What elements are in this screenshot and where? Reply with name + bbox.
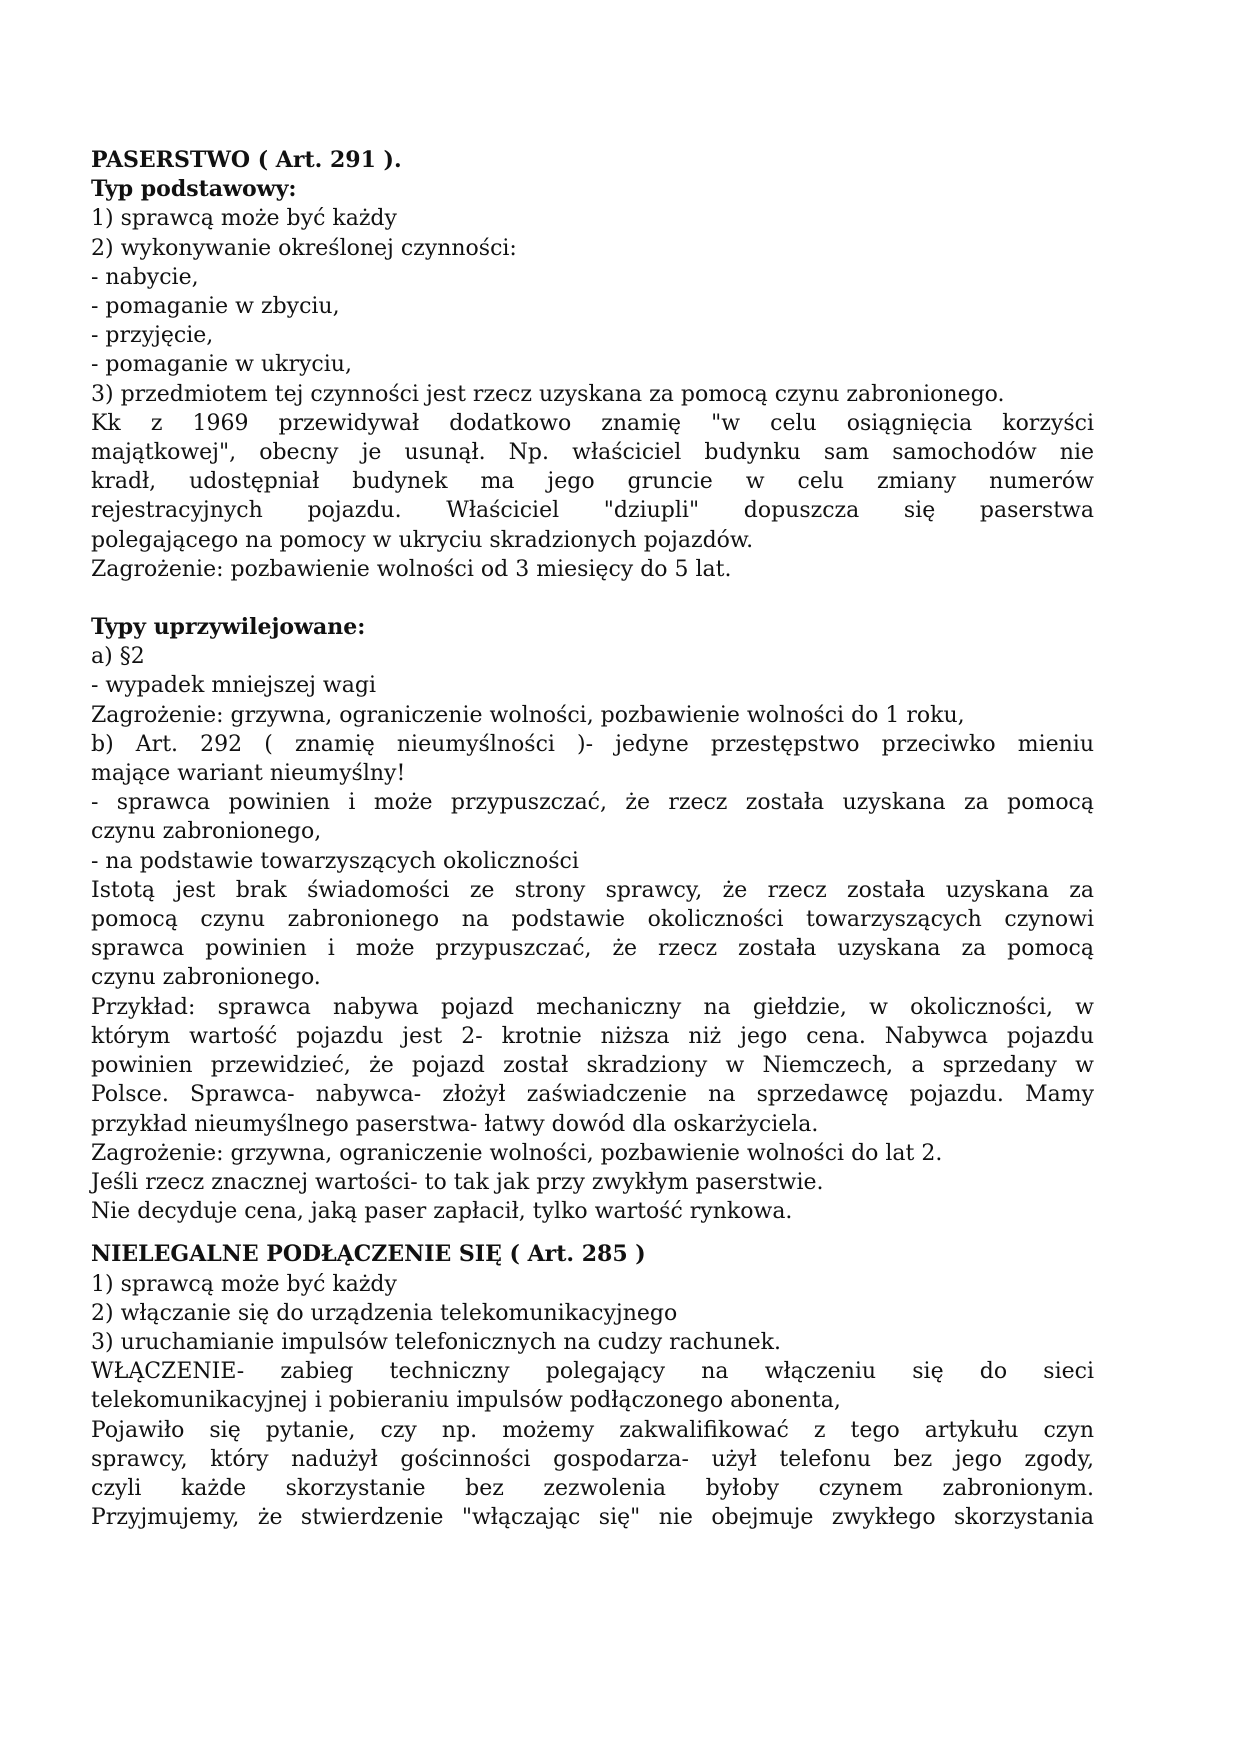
list-item: 2) włączanie się do urządzenia telekomunikacyjnego <box>91 1300 678 1326</box>
section-title-nielegalne-podlaczenie: NIELEGALNE PODŁĄCZENIE SIĘ ( Art. 285 ) <box>91 1241 646 1268</box>
paragraph-line: przykład nieumyślnego paserstwa- łatwy dowód dla oskarżyciela. <box>91 1111 819 1137</box>
penalty-line: Zagrożenie: pozbawienie wolności od 3 miesięcy do 5 lat. <box>91 556 732 582</box>
paragraph-line: Jeśli rzecz znacznej wartości- to tak jak przy zwykłym paserstwie. <box>91 1169 824 1195</box>
section-title-paserstwo: PASERSTWO ( Art. 291 ). <box>91 147 402 173</box>
list-item: 3) uruchamianie impulsów telefonicznych na cudzy rachunek. <box>91 1329 781 1355</box>
list-item: - pomaganie w ukryciu, <box>91 352 352 378</box>
paragraph-line: Istotą jest brak świadomości ze strony sprawcy, że rzecz została uzyskana za <box>91 877 1094 903</box>
list-item: - nabycie, <box>91 264 199 290</box>
subheading-typ-podstawowy: Typ podstawowy: <box>91 176 297 203</box>
paragraph-line: Nie decyduje cena, jaką paser zapłacił, tylko wartość rynkowa. <box>91 1199 793 1225</box>
paragraph-line: Polsce. Sprawca- nabywca- złożył zaświadczenie na sprzedawcę pojazdu. Mamy <box>91 1082 1094 1108</box>
list-item: - na podstawie towarzyszących okoliczności <box>91 848 579 874</box>
penalty-line: Zagrożenie: grzywna, ograniczenie wolności, pozbawienie wolności do 1 roku, <box>91 702 965 728</box>
list-item: 1) sprawcą może być każdy <box>91 1271 397 1297</box>
spacer <box>91 584 1094 613</box>
list-item: - przyjęcie, <box>91 323 214 349</box>
paragraph-line: majątkowej", obecny je usunął. Np. właściciel budynku sam samochodów nie <box>91 440 1094 466</box>
paragraph-line: Przykład: sprawca nabywa pojazd mechaniczny na giełdzie, w okoliczności, w <box>91 994 1094 1020</box>
paragraph-line: pomocą czynu zabronionego na podstawie okoliczności towarzyszących czynowi <box>91 907 1094 933</box>
paragraph-line: kradł, udostępniał budynek ma jego gruncie w celu zmiany numerów <box>91 469 1094 495</box>
paragraph-line: polegającego na pomocy w ukryciu skradzionych pojazdów. <box>91 527 754 553</box>
paragraph-line: Przyjmujemy, że stwierdzenie "włączając się" nie obejmuje zwykłego skorzystania <box>91 1505 1094 1531</box>
document-body <box>91 146 1094 1532</box>
list-item: 2) wykonywanie określonej czynności: <box>91 235 517 261</box>
list-item: - pomaganie w zbyciu, <box>91 294 340 320</box>
paragraph-line: Pojawiło się pytanie, czy np. możemy zakwalifikować z tego artykułu czyn <box>91 1417 1094 1443</box>
list-item: czynu zabronionego, <box>91 819 322 845</box>
spacer <box>91 1226 1094 1240</box>
subheading-typy-uprzywilejowane: Typy uprzywilejowane: <box>91 614 366 641</box>
paragraph-line: WŁĄCZENIE- zabieg techniczny polegający na włączeniu się do sieci <box>91 1359 1094 1385</box>
paragraph-line: którym wartość pojazdu jest 2- krotnie niższa niż jego cena. Nabywca pojazdu <box>91 1023 1094 1049</box>
paragraph-line: sprawca powinien i może przypuszczać, że rzecz została uzyskana za pomocą <box>91 936 1094 962</box>
paragraph-line: mające wariant nieumyślny! <box>91 761 406 787</box>
paragraph-line: Kk z 1969 przewidywał dodatkowo znamię "w celu osiągnięcia korzyści <box>91 410 1094 436</box>
paragraph-line: czyli każde skorzystanie bez zezwolenia byłoby czynem zabronionym. <box>91 1475 1094 1501</box>
paragraph-line: b) Art. 292 ( znamię nieumyślności )- jedyne przestępstwo przeciwko mieniu <box>91 731 1094 757</box>
list-item: - wypadek mniejszej wagi <box>91 673 377 699</box>
list-item: 3) przedmiotem tej czynności jest rzecz uzyskana za pomocą czynu zabronionego. <box>91 381 1005 407</box>
list-item: a) §2 <box>91 644 145 670</box>
paragraph-line: telekomunikacyjnej i pobieraniu impulsów podłączonego abonenta, <box>91 1388 841 1414</box>
penalty-line: Zagrożenie: grzywna, ograniczenie wolności, pozbawienie wolności do lat 2. <box>91 1140 943 1166</box>
paragraph-line: rejestracyjnych pojazdu. Właściciel "dziupli" dopuszcza się paserstwa <box>91 498 1094 524</box>
list-item: 1) sprawcą może być każdy <box>91 206 397 232</box>
paragraph-line: powinien przewidzieć, że pojazd został skradziony w Niemczech, a sprzedany w <box>91 1053 1094 1079</box>
paragraph-line: czynu zabronionego. <box>91 965 321 991</box>
list-item: - sprawca powinien i może przypuszczać, że rzecz została uzyskana za pomocą <box>91 790 1094 816</box>
paragraph-line: sprawcy, który nadużył gościnności gospodarza- użył telefonu bez jego zgody, <box>91 1446 1094 1472</box>
